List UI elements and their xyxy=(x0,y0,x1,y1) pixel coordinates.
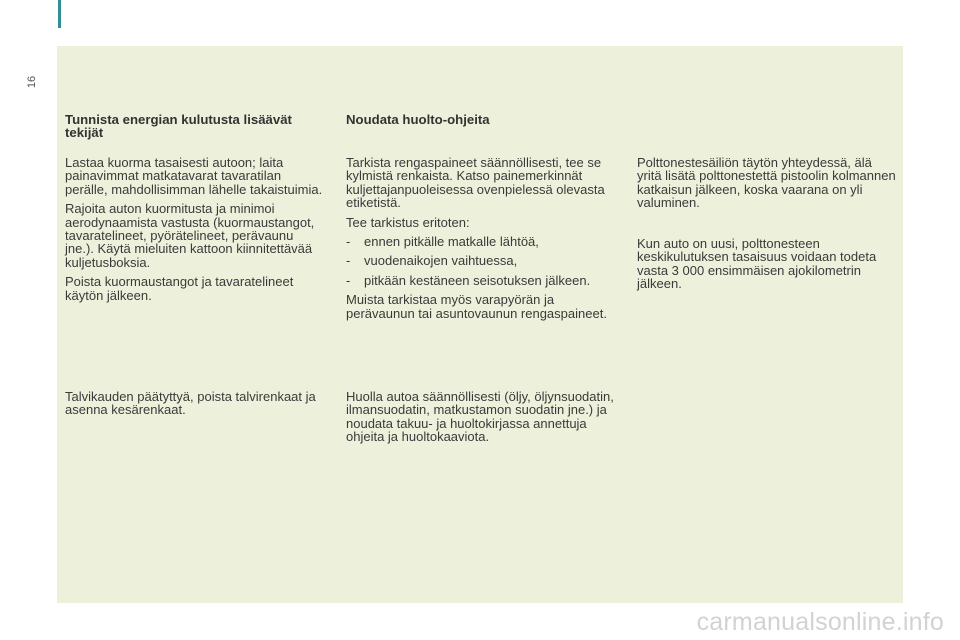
middle-heading: Noudata huolto-ohjeita xyxy=(346,112,490,127)
list-item-text: pitkään kestäneen seisotuksen jälkeen. xyxy=(364,272,591,288)
list-item xyxy=(346,235,618,248)
list-item xyxy=(346,254,618,267)
dash-marker: - xyxy=(346,234,351,250)
left-paragraph-4: Talvikauden päätyttyä, poista talvirenkaat ja asenna kesärenkaat. xyxy=(65,389,316,418)
middle-paragraph-3: Muista tarkistaa myös varapyörän ja perävaunun tai asuntovaunun rengaspaineet. xyxy=(346,292,607,321)
checklist xyxy=(346,235,618,287)
list-item-text: ennen pitkälle matkalle lähtöä, xyxy=(364,234,539,250)
middle-paragraph-2: Tee tarkistus eritoten: xyxy=(346,214,470,230)
right-paragraph-2: Kun auto on uusi, polttonesteen keskikulutuksen tasaisuus voidaan todeta vasta 3 000 ensimmäisen ajokilometrin jälkeen. xyxy=(637,236,877,292)
list-item-text: vuodenaikojen vaihtuessa, xyxy=(364,253,518,269)
watermark: carmanualsonline.info xyxy=(696,608,944,636)
accent-bar xyxy=(58,0,61,28)
middle-paragraph-1: Tarkista rengaspaineet säännöllisesti, tee se kylmistä renkaista. Katso painemerkinnät kuljettajanpuoleisessa ovenpielessä olevasta etiketistä. xyxy=(346,155,605,211)
page-number: 16 xyxy=(26,75,38,89)
right-paragraph-1: Polttonestesäiliön täytön yhteydessä, älä yritä lisätä polttonestettä pistoolin kolmannen katkaisun jälkeen, koska vaarana on yli valuminen. xyxy=(637,155,896,211)
dash-marker: - xyxy=(346,272,351,288)
dash-marker: - xyxy=(346,253,351,269)
left-paragraph-3: Poista kuormaustangot ja tavaratelineet käytön jälkeen. xyxy=(65,274,294,303)
left-body xyxy=(65,156,323,308)
left-paragraph-2: Rajoita auton kuormitusta ja minimoi aerodynaamista vastusta (kuormaustangot, tavaratelineet, pyörätelineet, perävaunu jne.). Käytä mieluiten kattoon kiinnitettävää kuljetusboksia. xyxy=(65,201,315,270)
list-item xyxy=(346,274,618,287)
middle-paragraph-4: Huolla autoa säännöllisesti (öljy, öljynsuodatin, ilmansuodatin, matkustamon suodatin jne.) ja noudata takuu- ja huoltokirjassa annettuja ohjeita ja huoltokaaviota. xyxy=(346,389,614,445)
content-panel xyxy=(57,46,903,603)
left-paragraph-1: Lastaa kuorma tasaisesti autoon; laita painavimmat matkatavarat tavaratilan perälle, mahdollisimman lähelle takaistuimia. xyxy=(65,155,323,197)
middle-body xyxy=(346,156,618,326)
left-heading: Tunnista energian kulutusta lisäävät tekijät xyxy=(65,112,292,140)
